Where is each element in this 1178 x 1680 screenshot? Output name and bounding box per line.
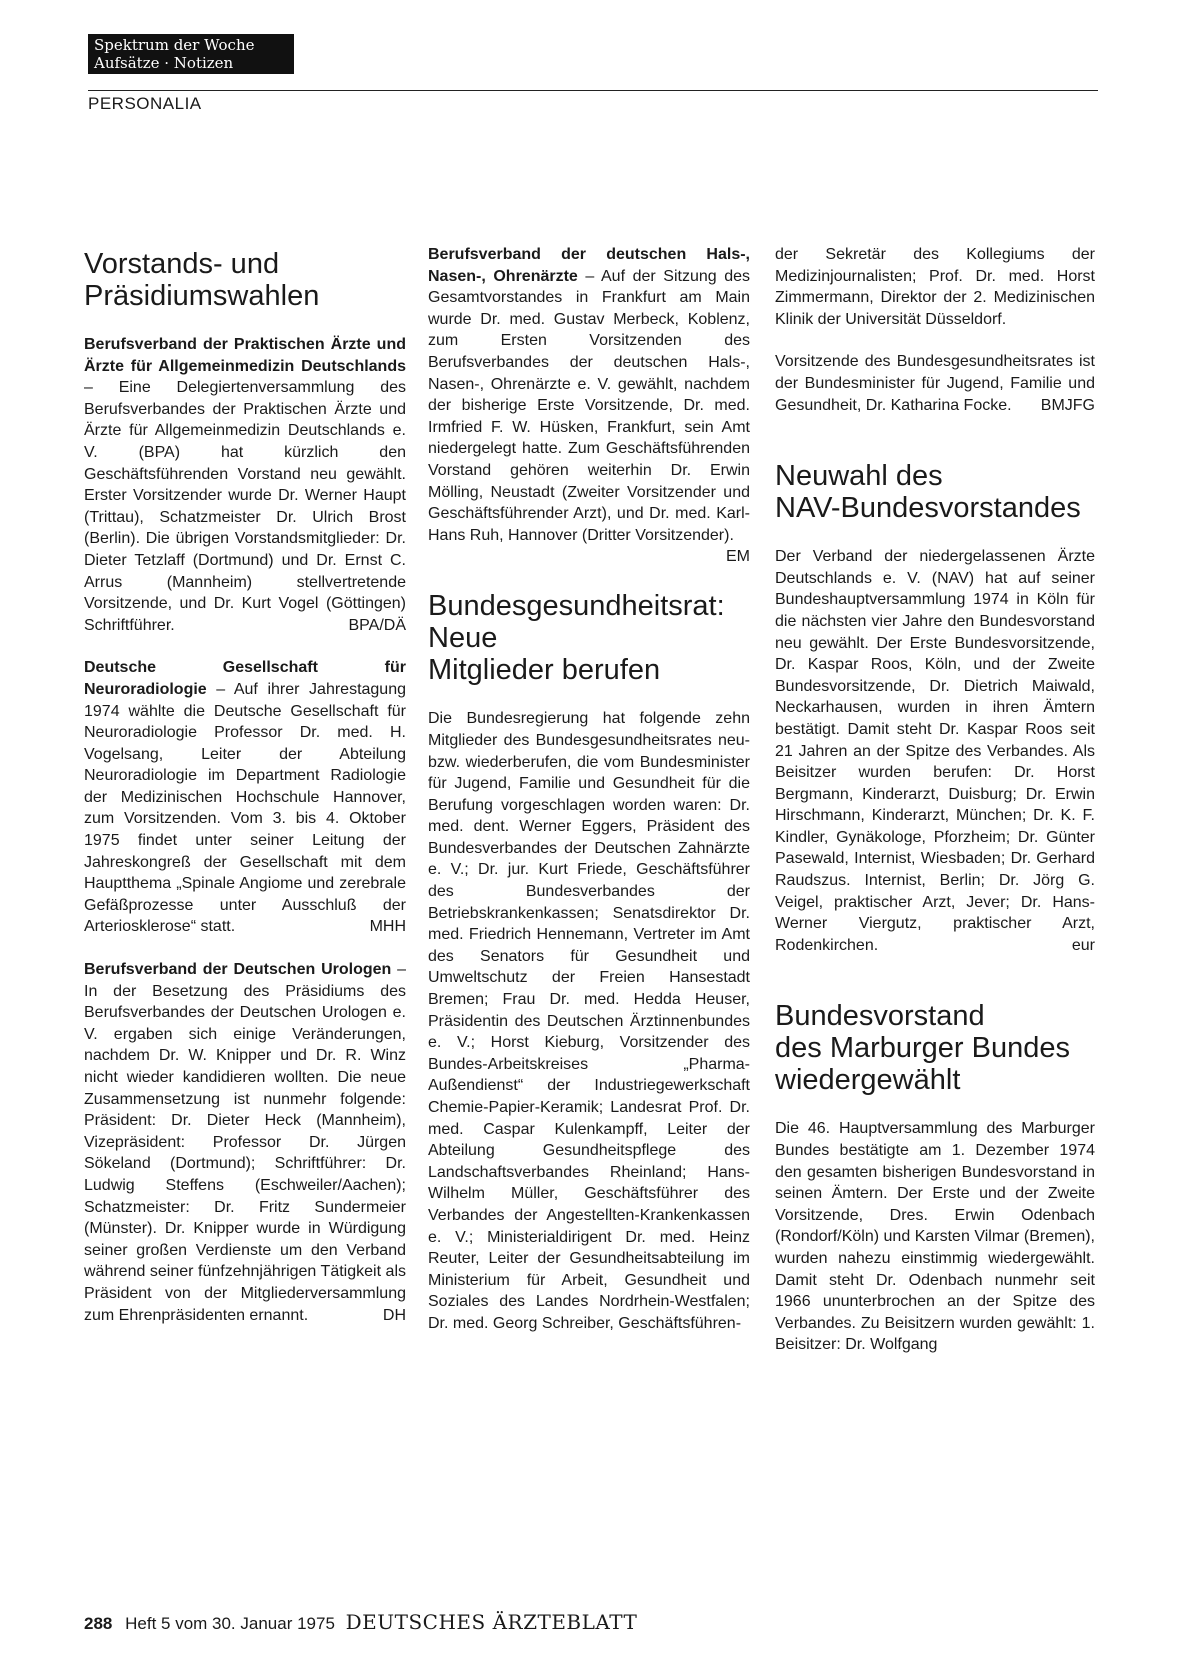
paragraph-lead: Berufsverband der deutschen Hals-, Nasen-, Ohrenärzte	[428, 246, 750, 285]
paragraph-text: – Auf der Sitzung des Gesamtvorstandes in Frankfurt am Main wurde Dr. med. Gustav Merbeck, Koblenz, zum Ersten Vorsitzenden des Berufsverbandes der deutschen Hals-, Nasen-, Ohrenärzte e. V. gewählt, nachdem der bisherige Erste Vorsitzende, Dr. med. Irmfried F. W. Hüsken, Frankfurt, sein Amt niedergelegt hatte. Zum Geschäftsführenden Vorstand gehören weiterhin Dr. Erwin Mölling, Neustadt (Zweiter Vorsitzender und Geschäftsführender Arzt), und Dr. med. Karl-Hans Ruh, Hannover (Dritter Vorsitzender).	[428, 267, 751, 544]
paragraph-lead: Berufsverband der Praktischen Ärzte und Ärzte für Allgemeinmedizin Deutschlands	[84, 336, 406, 375]
title-line: Neue	[428, 622, 498, 655]
header-rule	[88, 90, 1098, 91]
article-title-bundesgesundheitsrat	[428, 590, 750, 686]
paragraph-neuroradiologie	[84, 657, 406, 938]
paragraph-text: Vorsitzende des Bundesgesundheitsrates ist der Bundesminister für Jugend, Familie und Gesundheit, Dr. Katharina Focke.	[775, 353, 1095, 414]
title-line: Mitglieder berufen	[428, 654, 661, 687]
column-2	[428, 244, 750, 1356]
paragraph-bundesgesundheitsrat: Die Bundesregierung hat folgende zehn Mitglieder des Bundesgesundheitsrates neu- bzw. wiederberufen, die vom Bundesminister für Jugend, Familie und Gesundheit für die Berufung vorgeschlagen worden waren: Dr. med. dent. Werner Eggers, Präsident des Bundesverbandes der Deutschen Zahnärzte e. V.; Dr. jur. Kurt Friede, Geschäftsführer des Bundesverbandes der Betriebskrankenkassen; Senatsdirektor Dr. med. Friedrich Hennemann, Vertreter im Amt des Senators für Gesundheit und Umweltschutz der Freien Hansestadt Bremen; Frau Dr. med. Hedda Heuser, Präsidentin des Deutschen Ärztinnenbundes e. V.; Horst Kieburg, Vorsitzender des Bundes-Arbeitskreises „Pharma-Außendienst“ der Industriegewerkschaft Chemie-Papier-Keramik; Landesrat Prof. Dr. med. Caspar Kulenkampff, Leiter der Abteilung Gesundheitspflege des Landschaftsverbandes Rheinland; Hans-Wilhelm Müller, Geschäftsführer des Verbandes der Angestellten-Krankenkassen e. V.; Ministerialdirigent Dr. med. Heinz Reuter, Leiter der Gesundheitsabteilung im Ministerium für Arbeit, Gesundheit und Soziales des Landes Nordrhein-Westfalen; Dr. med. Georg Schreiber, Geschäftsführen-	[428, 710, 750, 1332]
title-line: Bundesvorstand	[775, 1000, 985, 1033]
section-title: PERSONALIA	[88, 94, 202, 113]
paragraph-bpa	[84, 334, 406, 636]
author-signature: DH	[382, 1306, 406, 1324]
journal-name: DEUTSCHES ÄRZTEBLATT	[345, 1610, 638, 1634]
article-title-vorstandswahlen	[84, 248, 406, 312]
paragraph-marburger-bund: Die 46. Hauptversammlung des Marburger Bundes bestätigte am 1. Dezember 1974 den gesamten bisherigen Bundesvorstand in seinen Ämtern. Der Erste und der Zweite Vorsitzende, Dres. Erwin Odenbach (Rondorf/Köln) und Karsten Vilmar (Bremen), wurden nahezu einstimmig wiedergewählt. Damit steht Dr. Odenbach nunmehr seit 1966 ununterbrochen an der Spitze des Verbandes. Zu Beisitzern wurden gewählt: 1. Beisitzer: Dr. Wolfgang	[775, 1120, 1095, 1354]
column-3	[775, 244, 1095, 1377]
column-1	[84, 248, 406, 1347]
badge-line-2: Aufsätze · Notizen	[94, 54, 234, 72]
title-line: Vorstands- und	[84, 248, 280, 280]
paragraph-text: – Auf ihrer Jahrestagung 1974 wählte die Deutsche Gesellschaft für Neuroradiologie Professor Dr. med. H. Vogelsang, Leiter der Abteilung Neuroradiologie im Department Radiologie der Medizinischen Hochschule Hannover, zum Vorsitzenden. Vom 3. bis 4. Oktober 1975 findet unter seiner Leitung der Jahreskongreß der Gesellschaft mit dem Hauptthema „Spinale Angiome und zerebrale Gefäßprozesse unter Ausschluß der Arteriosklerose“ statt.	[84, 680, 406, 936]
paragraph-hno	[428, 244, 751, 566]
paragraph-lead: Deutsche Gesellschaft für Neuroradiologie	[84, 659, 406, 698]
title-line: Bundesgesundheitsrat:	[428, 590, 725, 623]
paragraph-vorsitz	[775, 351, 1095, 416]
title-line: NAV-Bundesvorstandes	[775, 492, 1081, 525]
article-title-nav	[775, 460, 1095, 524]
title-line: Neuwahl des	[775, 460, 943, 493]
author-signature: MHH	[369, 918, 406, 936]
author-signature: eur	[1071, 936, 1095, 954]
paragraph-text: – Eine Delegiertenversammlung des Berufsverbandes der Praktischen Ärzte und Ärzte für Allgemeinmedizin Deutschlands e. V. (BPA) hat kürzlich den Geschäftsführenden Vorstand neu gewählt. Erster Vorsitzender wurde Dr. Werner Haupt (Trittau), Schatzmeister Dr. Ulrich Brost (Berlin). Die übrigen Vorstandsmitglieder: Dr. Dieter Tetzlaff (Dortmund) und Dr. Ernst C. Arrus (Mannheim) stellvertretende Vorsitzende, und Dr. Kurt Vogel (Göttingen) Schriftführer.	[84, 379, 406, 634]
title-line: des Marburger Bundes	[775, 1032, 1070, 1065]
paragraph-lead: Berufsverband der Deutschen Urologen	[84, 961, 392, 979]
page-footer	[84, 1610, 637, 1634]
author-signature: BMJFG	[1040, 396, 1095, 414]
title-line: Präsidiumswahlen	[84, 280, 320, 312]
article-title-marburger-bund	[775, 1000, 1095, 1096]
department-badge	[88, 34, 294, 74]
issue-info: Heft 5 vom 30. Januar 1975	[125, 1614, 335, 1633]
paragraph-text: Der Verband der niedergelassenen Ärzte Deutschlands e. V. (NAV) hat auf seiner Bundeshauptversammlung 1974 in Köln für die nächsten vier Jahre den Bundesvorstand neu gewählt. Der Erste Bundesvorsitzende, Dr. Kaspar Roos, Köln, und der Zweite Bundesvorsitzende, Dr. Dietrich Maiwald, Neckarhausen, wurden in ihren Ämtern bestätigt. Damit steht Dr. Kaspar Roos seit 21 Jahren an der Spitze des Verbandes. Als Beisitzer wurden berufen: Dr. Horst Bergmann, Kinderarzt, Duisburg; Dr. Erwin Hirschmann, Kinderarzt, München; Dr. K. F. Kindler, Gynäkologe, Pforzheim; Dr. Günter Pasewald, Internist, Wiesbaden; Dr. Gerhard Raudszus. Internist, Berlin; Dr. Jörg G. Veigel, praktischer Arzt, Jever; Dr. Hans-Werner Viergutz, praktischer Arzt, Rodenkirchen.	[775, 548, 1095, 954]
author-signature: EM	[726, 548, 750, 566]
paragraph-nav	[775, 546, 1095, 956]
badge-line-1: Spektrum der Woche	[94, 36, 255, 54]
title-line: wiedergewählt	[775, 1064, 961, 1097]
author-signature: BPA/DÄ	[348, 616, 406, 634]
paragraph-bundesgesundheitsrat-cont: der Sekretär des Kollegiums der Medizinjournalisten; Prof. Dr. med. Horst Zimmermann, Direktor der 2. Medizinischen Klinik der Universität Düsseldorf.	[775, 246, 1095, 328]
page-number: 288	[84, 1614, 113, 1633]
paragraph-text: – In der Besetzung des Präsidiums des Berufsverbandes der Deutschen Urologen e. V. ergaben sich einige Veränderungen, nachdem Dr. W. Knipper und Dr. R. Winz nicht wieder kandidieren wollten. Die neue Zusammensetzung ist nunmehr folgende: Präsident: Dr. Dieter Heck (Mannheim), Vizepräsident: Professor Dr. Jürgen Sökeland (Dortmund); Schriftführer: Dr. Ludwig Steffens (Eschweiler/Aachen); Schatzmeister: Dr. Fritz Sundermeier (Münster). Dr. Knipper wurde in Würdigung seiner großen Verdienste um den Verband während seiner fünfzehnjährigen Tätigkeit als Präsident von der Mitgliederversammlung zum Ehrenpräsidenten ernannt.	[84, 961, 407, 1324]
paragraph-urologen	[84, 959, 406, 1326]
